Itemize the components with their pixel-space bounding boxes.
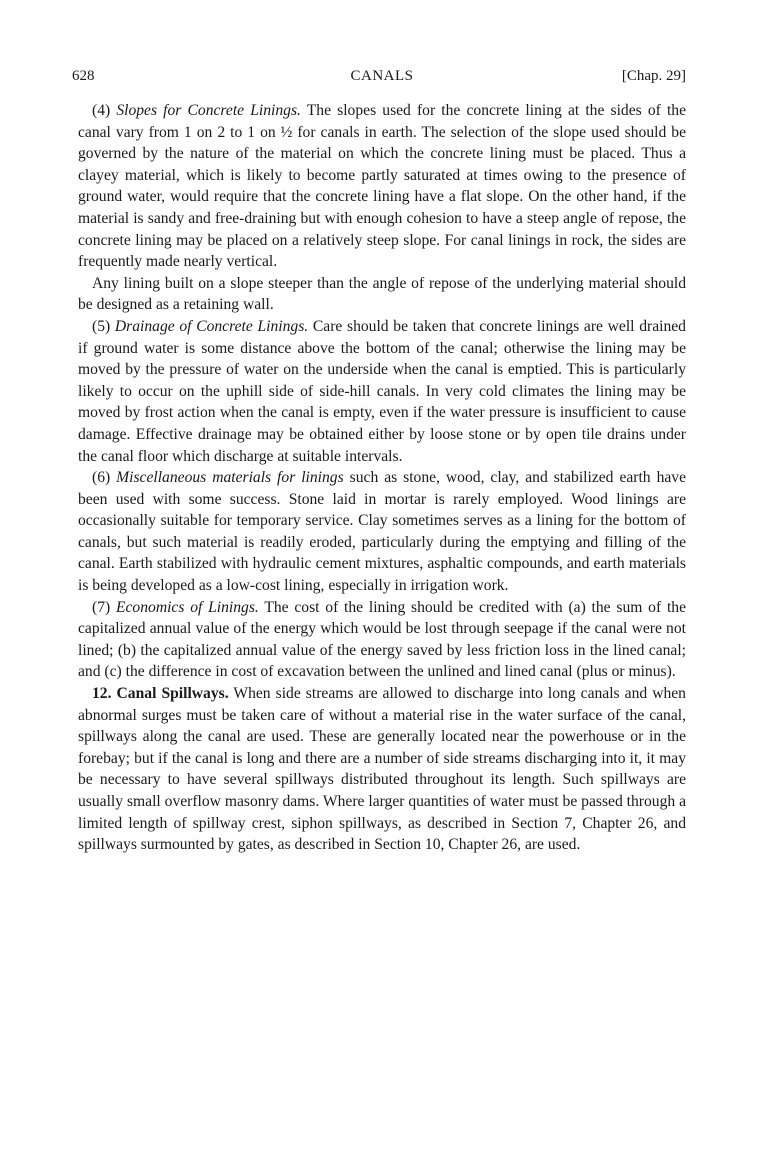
paragraph-body: Care should be taken that concrete linings are well drained if ground water is some distance above the bottom of the canal; otherwise the lining may be moved by the pressure of water on the underside when the canal is emptied. This is particularly likely to occur on the uphill side of side-hill canals. In very cold climates the lining may be moved by frost action when the canal is empty, even if the water pressure is insufficient to cause damage. Effective drainage may be obtained either by loose stone or by open tile drains under the canal floor which discharge at suitable intervals. — [78, 317, 686, 465]
paragraph-miscellaneous-materials — [78, 467, 686, 597]
paragraph-heading: Drainage of Concrete Linings. — [114, 317, 309, 335]
paragraph-heading: Slopes for Concrete Linings. — [116, 102, 301, 119]
paragraph-number: (6) — [92, 469, 111, 487]
paragraph-number: (4) — [92, 102, 111, 119]
paragraph-number: (7) — [92, 598, 111, 616]
section-body: When side streams are allowed to discharge into long canals and when abnormal surges must be taken care of without a material rise in the water surface of the canal, spillways along the canal are used. These are generally located near the powerhouse or in the forebay; but if the canal is long and there are a number of side streams discharging into it, it may be necessary to have several spillways distributed throughout its length. Such spillways are usually small overflow masonry dams. Where larger quantities of water must be passed through a limited length of spillway crest, siphon spillways, as described in Section 7, Chapter 26, and spillways surmounted by gates, as described in Section 10, Chapter 26, are used. — [78, 685, 686, 854]
paragraph-heading: Miscellaneous materials for linings — [116, 469, 344, 487]
page-number: 628 — [72, 68, 95, 84]
paragraph-drainage — [78, 316, 686, 467]
body-text — [78, 100, 686, 856]
chapter-reference: [Chap. 29] — [621, 68, 686, 84]
paragraph-retaining-wall — [78, 273, 686, 316]
paragraph-body: The slopes used for the concrete lining at the sides of the canal vary from 1 on 2 to 1 on ½ for canals in earth. The selection of the slope used should be governed by the nature of the material on which the concrete lining must be placed. Thus a clayey material, which is likely to become partly saturated at times owing to the presence of ground water, would require that the concrete lining have a flat slope. On the other hand, if the material is sandy and free-draining but with enough cohesion to have a steep angle of repose, the concrete lining may be placed on a relatively steep slope. For canal linings in rock, the sides are frequently made nearly vertical. — [78, 102, 686, 271]
section-number: 12. — [92, 685, 112, 703]
paragraph-heading: Economics of Linings. — [115, 598, 259, 616]
section-canal-spillways — [78, 683, 686, 856]
paragraph-body: such as stone, wood, clay, and stabilized earth have been used with some success. Stone laid in mortar is rarely employed. Wood linings are occasionally suitable for temporary service. Clay sometimes serves as a lining for the bottom of canals, but such material is readily eroded, particularly during the emptying and filling of the canal. Earth stabilized with hydraulic cement mixtures, asphaltic compounds, and earth materials is being developed as a low-cost lining, especially in irrigation work. — [78, 469, 687, 595]
paragraph-body: Any lining built on a slope steeper than the angle of repose of the underlying material should be designed as a retaining wall. — [78, 274, 686, 314]
paragraph-number: (5) — [92, 317, 111, 335]
section-title: Canal Spillways. — [116, 685, 229, 703]
chapter-title: CANALS — [350, 68, 414, 84]
paragraph-body: The cost of the lining should be credited with (a) the sum of the capitalized annual value of the energy which would be lost through seepage if the canal were not lined; (b) the capitalized annual value of the energy saved by less friction loss in the lined canal; and (c) the difference in cost of excavation between the unlined and lined canal (plus or minus). — [78, 598, 687, 681]
running-head — [72, 66, 686, 86]
paragraph-economics — [78, 597, 686, 683]
paragraph-slopes — [78, 100, 686, 273]
